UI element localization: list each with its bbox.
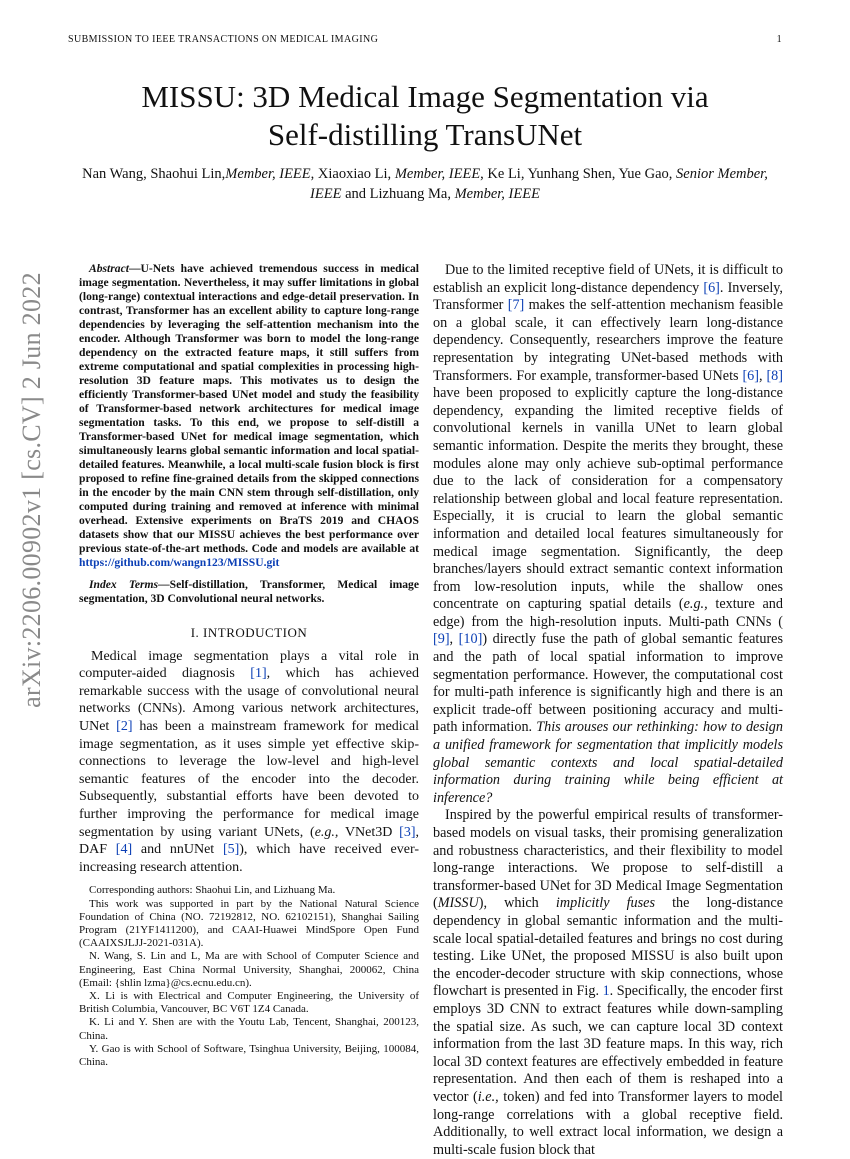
code-link[interactable]: https://github.com/wangn123/MISSU.git bbox=[79, 556, 280, 569]
text-run: . Specifically, the encoder first employs 3D CNN to extract features while down-sampling the spatial size. As such, we can capture local 3D context information from the last 3D feature maps. In this way, rich local 3D context features are effectively embedded in feature representation. And then each of them is reshaped into a vector ( bbox=[433, 983, 783, 1105]
footnote: K. Li and Y. Shen are with the Youtu Lab, Tencent, Shanghai, 200123, China. bbox=[79, 1016, 419, 1042]
page-number: 1 bbox=[776, 34, 782, 45]
text-run: . Inversely, Transformer bbox=[433, 279, 783, 314]
citation-link[interactable]: [7] bbox=[507, 297, 525, 314]
footnotes bbox=[79, 884, 419, 1069]
index-terms-text: —Self-distillation, Transformer, Medical image segmentation, 3D Convolutional neural networks. bbox=[79, 578, 419, 605]
index-terms bbox=[79, 578, 419, 606]
text-run: ), which bbox=[478, 895, 556, 912]
author-list bbox=[78, 164, 772, 204]
text-run: e.g., bbox=[314, 824, 339, 840]
text-run: ), which have received ever-increasing research attention. bbox=[79, 842, 419, 875]
intro-paragraph-3 bbox=[433, 807, 783, 1159]
text-run: implicitly fuses bbox=[555, 895, 655, 912]
text-run: , which has achieved remarkable success with the usage of convolutional neural networks (CNNs). Among various network architectures, UNet bbox=[79, 666, 419, 734]
author-membership: Senior Member, IEEE bbox=[310, 166, 768, 202]
section-heading-introduction: I. INTRODUCTION bbox=[190, 625, 308, 640]
citation-link[interactable]: [9] bbox=[433, 631, 450, 648]
footnote: N. Wang, S. Lin and L, Ma are with School of Computer Science and Engineering, East China Normal University, Shanghai, 200062, China (Email: {shlin lzma}@cs.ecnu.edu.cn). bbox=[79, 950, 419, 989]
text-run: ) directly fuse the path of global semantic features and the path of local spatial information to improve segmentation performance. However, the computational cost for multi-path inference is significantly high and there is an explicit trade-off between positioning accuracy and multi-path information. bbox=[433, 631, 783, 736]
abstract-text: —U-Nets have achieved tremendous success in medical image segmentation. Nevertheless, it may suffer limitations in global (long-range) contextual interactions and edge-detail preservation. In contrast, Transformer has an excellent ability to capture long-range dependencies by leveraging the self-attention mechanism into the encoder. Although Transformer was born to model the long-range dependency on the extracted feature maps, it still suffers from extreme computational and spatial complexities in processing high-resolution 3D feature maps. This motivates us to design the efficiently Transformer-based UNet model and study the feasibility of Transformer-based network architectures for medical image segmentation tasks. To this end, we propose to self-distill a Transformer-based UNet for medical image segmentation, which simultaneously learns global semantic information and local spatial-detailed features. Meanwhile, a local multi-scale fusion block is first proposed to refine fine-grained details from the skipped connections in the encoder by the main CNN stem through self-distillation, only computed during training and removed at inference with minimal overhead. Extensive experiments on BraTS 2019 and CHAOS datasets show that our MISSU achieves the best performance over previous state-of-the-art methods. Code and models are available at bbox=[79, 262, 419, 555]
citation-link[interactable]: [3] bbox=[399, 824, 416, 840]
index-terms-lead: Index Terms bbox=[89, 578, 159, 591]
citation-link[interactable]: [6] bbox=[703, 279, 720, 296]
arxiv-identifier-text: arXiv:2206.00902v1 [cs.CV] 2 Jun 2022 bbox=[17, 272, 47, 708]
text-run: MISSU bbox=[437, 895, 479, 912]
text-run: token) and fed into Transformer layers to model long-range correlations with a global receptive field. Additionally, to well extract local information, we design a multi-scale fusion block that bbox=[433, 1088, 783, 1158]
text-run: Due to the limited receptive field of UNets, it is difficult to establish an explicit long-distance dependency bbox=[433, 262, 783, 296]
footnote: Y. Gao is with School of Software, Tsinghua University, Beijing, 100084, China. bbox=[79, 1042, 419, 1068]
footnote: Corresponding authors: Shaohui Lin, and Lizhuang Ma. bbox=[89, 884, 336, 897]
title-line-2: Self-distilling TransUNet bbox=[267, 117, 583, 152]
intro-paragraph-1 bbox=[79, 648, 419, 877]
text-run: , bbox=[449, 631, 459, 648]
text-run: makes the self-attention mechanism feasible on a global scale, it can effectively learn long-distance dependency. Consequently, researchers improve the feature representation by integrating UNet-based methods with Transformers. For example, transformer-based UNets bbox=[433, 297, 783, 384]
citation-link[interactable]: [5] bbox=[222, 842, 240, 858]
citation-link[interactable]: [2] bbox=[116, 718, 133, 734]
citation-link[interactable]: [4] bbox=[115, 842, 133, 858]
intro-paragraph-2 bbox=[433, 262, 783, 807]
footnote: X. Li is with Electrical and Computer Engineering, the University of British Columbia, Vancouver, BC V6T 1Z4 Canada. bbox=[79, 989, 419, 1016]
author-part: , Ke Li, Yunhang Shen, Yue Gao, bbox=[480, 166, 677, 182]
author-part: , Xiaoxiao Li, bbox=[310, 166, 395, 182]
text-run: has been a mainstream framework for medical image segmentation, as it uses simple yet effective skip-connections to leverage the low-level and high-level semantic features of the encoder into the decoder. Subsequently, substantial efforts have been devoted to further improving the performance for medical image segmentation by using variant UNets, ( bbox=[79, 718, 420, 840]
text-run: i.e., bbox=[477, 1088, 499, 1105]
citation-link[interactable]: [1] bbox=[250, 666, 267, 682]
text-run: VNet3D bbox=[338, 824, 400, 840]
text-run: the long-distance dependency in global semantic information and the multi-scale local spatial-detailed features and brings no cost during testing. Like UNet, the proposed MISSU is also built upon the encoder-decoder structure with skip connections, whose flowchart is presented in Fig. bbox=[433, 895, 783, 1000]
text-run: , bbox=[759, 367, 767, 384]
citation-link[interactable]: [10] bbox=[458, 631, 483, 648]
text-run: This arouses our rethinking: how to design a unified framework for segmentation that implicitly models global semantic contexts and local spatial-detailed information during training while being efficient at inference? bbox=[433, 719, 783, 806]
figure-link[interactable]: 1 bbox=[602, 983, 610, 1000]
text-run: and nnUNet bbox=[132, 842, 223, 858]
paper-title bbox=[68, 78, 782, 154]
author-part: and Lizhuang Ma, bbox=[341, 186, 455, 202]
footnote: This work was supported in part by the National Natural Science Foundation of China (NO. 72192812, NO. 62102151), Shanghai Sailing Program (21YF1411200), and CAAI-Huawei MindSpore Open Fund (CAAIXSJLJJ-2021-031A). bbox=[79, 897, 419, 950]
text-run: have been proposed to explicitly capture the long-distance dependency, expanding the limited receptive fields of convolutional kernels in vanilla UNet to learn global semantic information. Despite the merits they brought, these modules alone may only achieve sub-optimal performance due to the lack of consideration for a compensatory relationship between global and local feature representation. Especially, it is crucial to learn the global semantic information and detailed local features simultaneously for medical image segmentation. Significantly, the deep branches/layers should extract semantic context information from low-resolution inputs, while the shallow ones concentrate on capturing spatial details ( bbox=[433, 385, 783, 613]
text-run: Inspired by the powerful empirical results of transformer-based models on visual tasks, their promising generalization and robustness characteristics, and their flexibility to model long-range interactions. We propose to self-distill a transformer-based UNet for 3D Medical Image Segmentation ( bbox=[433, 807, 783, 912]
text-run: Medical image segmentation plays a vital role in computer-aided diagnosis bbox=[79, 648, 419, 682]
arxiv-identifier bbox=[10, 272, 54, 708]
journal-name: SUBMISSION TO IEEE TRANSACTIONS ON MEDICAL IMAGING bbox=[68, 34, 379, 45]
author-membership: Member, IEEE bbox=[225, 166, 311, 182]
text-run: , DAF bbox=[79, 824, 419, 858]
text-run: texture and edge) from the high-resolution inputs. Multi-path CNNs ( bbox=[433, 596, 783, 630]
author-part: Nan Wang, Shaohui Lin, bbox=[82, 166, 226, 182]
author-membership: Member, IEEE bbox=[454, 186, 540, 202]
citation-link[interactable]: [8] bbox=[766, 367, 783, 384]
right-column bbox=[433, 262, 783, 1159]
abstract-lead: Abstract bbox=[89, 262, 129, 275]
left-column bbox=[79, 262, 419, 1069]
title-line-1: MISSU: 3D Medical Image Segmentation via bbox=[141, 79, 709, 114]
citation-link[interactable]: [6] bbox=[742, 367, 759, 384]
author-membership: Member, IEEE bbox=[394, 166, 481, 182]
abstract bbox=[79, 262, 419, 570]
text-run: e.g., bbox=[683, 596, 708, 613]
